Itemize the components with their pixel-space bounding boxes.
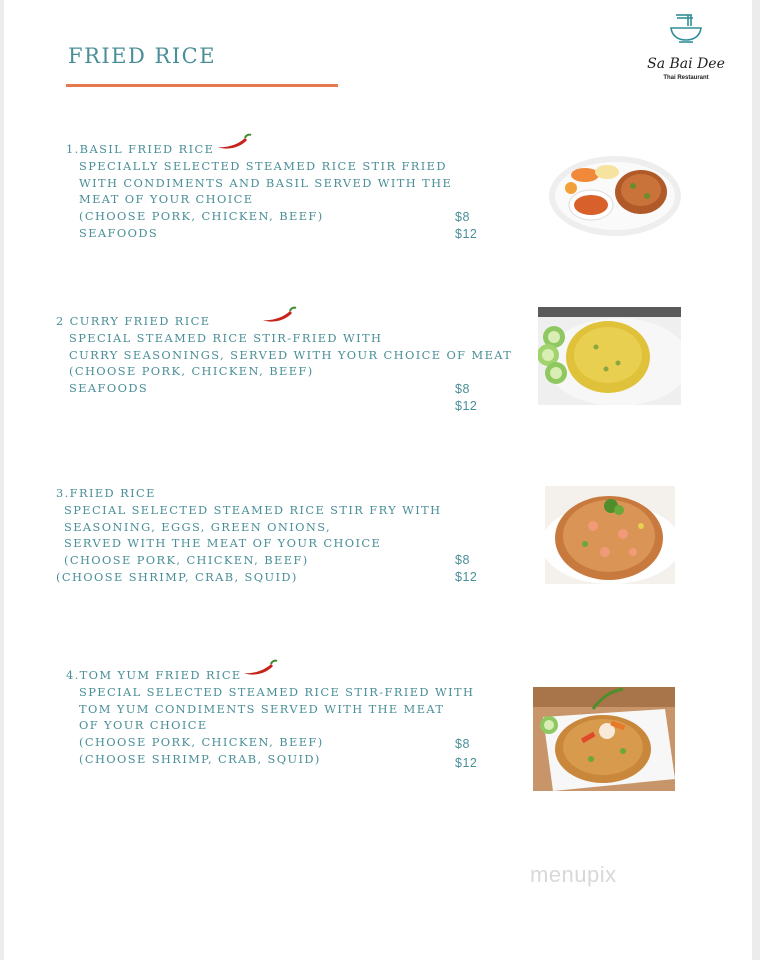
dish-option-line: (CHOOSE SHRIMP, CRAB, SQUID) — [56, 569, 298, 584]
dish-option-line: (CHOOSE PORK, CHICKEN, BEEF) — [79, 735, 324, 750]
dish-description-line: MEAT OF YOUR CHOICE — [79, 192, 254, 207]
dish-option-line: (CHOOSE PORK, CHICKEN, BEEF) — [64, 553, 309, 568]
watermark: menupix — [530, 862, 617, 887]
dish-description-line: TOM YUM CONDIMENTS SERVED WITH THE MEAT — [79, 701, 445, 716]
menu-item-curry-fried-rice — [56, 313, 512, 397]
chili-pepper-icon — [242, 659, 278, 677]
basil-fried-rice-photo — [547, 150, 683, 240]
menu-page — [4, 0, 752, 960]
chili-pepper-icon — [261, 306, 297, 324]
curry-fried-rice-photo — [538, 307, 681, 405]
dish-description-line: SPECIALLY SELECTED STEAMED RICE STIR FRIED — [79, 158, 447, 173]
fried-rice-photo — [545, 486, 675, 584]
dish-description-line: SEASONING, EGGS, GREEN ONIONS, — [64, 519, 332, 534]
dish-name: 4.TOM YUM FRIED RICE — [66, 668, 242, 682]
dish-name: 3.FRIED RICE — [56, 486, 156, 500]
menu-item-tom-yum-fried-rice — [66, 667, 474, 768]
dish-option-line: SEAFOODS — [79, 225, 159, 240]
menu-item-fried-rice — [56, 485, 442, 586]
dish-description-line: SPECIAL STEAMED RICE STIR-FRIED WITH — [69, 330, 383, 345]
page-title: FRIED RICE — [68, 44, 217, 68]
dish-option-line: (CHOOSE SHRIMP, CRAB, SQUID) — [79, 751, 321, 766]
dish-option-line: (CHOOSE PORK, CHICKEN, BEEF) — [69, 364, 314, 379]
price-regular: $8 — [455, 210, 470, 224]
price-seafood: $12 — [455, 756, 478, 770]
dish-name: 2 CURRY FRIED RICE — [56, 314, 211, 328]
dish-description-line: CURRY SEASONINGS, SERVED WITH YOUR CHOICE OF MEAT — [69, 347, 513, 362]
dish-description-line: OF YOUR CHOICE — [79, 718, 208, 733]
menu-item-basil-fried-rice — [66, 141, 452, 242]
brand-name: Sa Bai Dee — [647, 56, 725, 72]
dish-description-line: SPECIAL SELECTED STEAMED RICE STIR FRY WITH — [64, 502, 442, 517]
dish-description-line: SERVED WITH THE MEAT OF YOUR CHOICE — [64, 536, 382, 551]
price-seafood: $12 — [455, 399, 478, 413]
noodle-bowl-icon — [668, 12, 704, 44]
price-regular: $8 — [455, 553, 470, 567]
chili-pepper-icon — [216, 133, 252, 151]
dish-name: 1.BASIL FRIED RICE — [66, 142, 215, 156]
title-underline — [66, 84, 338, 87]
price-seafood: $12 — [455, 570, 478, 584]
price-regular: $8 — [455, 382, 470, 396]
price-seafood: $12 — [455, 227, 478, 241]
price-regular: $8 — [455, 737, 470, 751]
brand-logo — [644, 12, 728, 84]
brand-subtitle: Thai Restaurant — [663, 75, 709, 81]
dish-description-line: SPECIAL SELECTED STEAMED RICE STIR-FRIED WITH — [79, 684, 475, 699]
tom-yum-fried-rice-photo — [533, 687, 675, 791]
dish-option-line: (CHOOSE PORK, CHICKEN, BEEF) — [79, 209, 324, 224]
dish-option-line: SEAFOODS — [69, 381, 149, 396]
dish-description-line: WITH CONDIMENTS AND BASIL SERVED WITH THE — [79, 175, 453, 190]
